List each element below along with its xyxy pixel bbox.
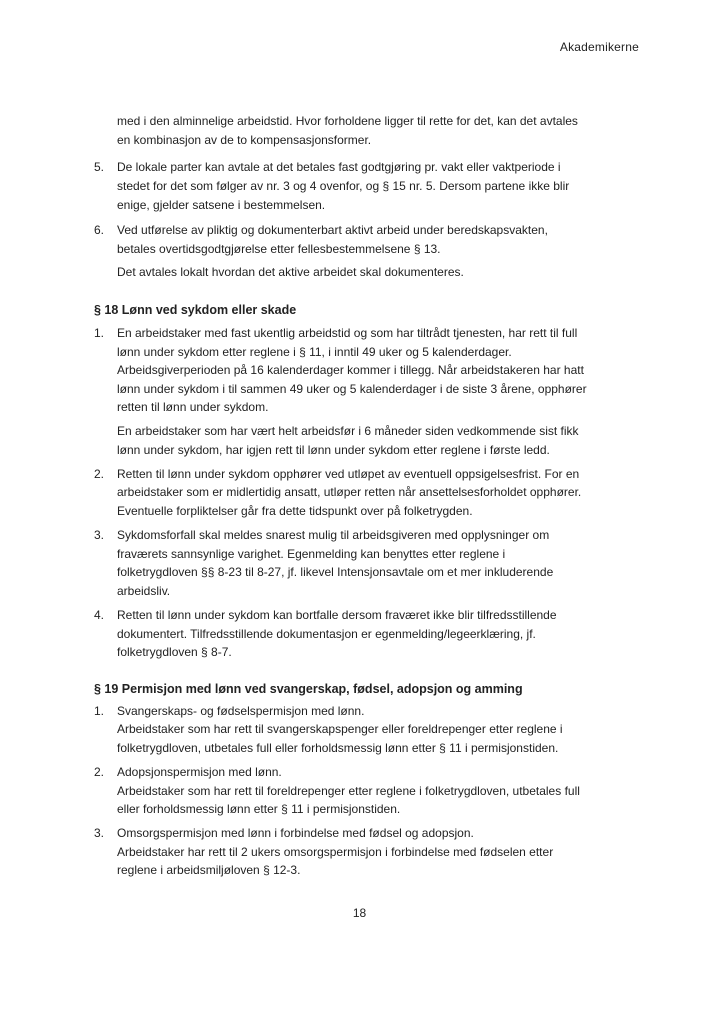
list-number: 6. (94, 223, 105, 237)
text-line: En arbeidstaker som har vært helt arbeidsfør i 6 måneder siden vedkommende sist fikk (117, 424, 579, 438)
text-line: med i den alminnelige arbeidstid. Hvor forholdene ligger til rette for det, kan det avtales (117, 114, 578, 128)
list-number: 2. (94, 467, 105, 481)
text-line: reglene i arbeidsmiljøloven § 12-3. (117, 863, 301, 877)
text-line: Adopsjonspermisjon med lønn. (117, 765, 282, 779)
section-heading: § 18 Lønn ved sykdom eller skade (94, 303, 297, 317)
text-line: Det avtales lokalt hvordan det aktive arbeidet skal dokumenteres. (117, 265, 464, 279)
list-number: 1. (94, 326, 105, 340)
section-heading: § 19 Permisjon med lønn ved svangerskap, fødsel, adopsjon og amming (94, 682, 523, 696)
text-line: folketrygdloven, utbetales full eller forholdsmessig lønn etter § 11 i permisjonstiden. (117, 741, 559, 755)
text-line: Arbeidstaker som har rett til foreldrepenger etter reglene i folketrygdloven, utbetales full (117, 784, 580, 798)
text-line: De lokale parter kan avtale at det betales fast godtgjøring pr. vakt eller vaktperiode i (117, 160, 561, 174)
text-line: En arbeidstaker med fast ukentlig arbeidstid og som har tiltrådt tjenesten, har rett til full (117, 326, 578, 340)
text-line: Ved utførelse av pliktig og dokumenterbart aktivt arbeid under beredskapsvakten, (117, 223, 548, 237)
text-line: arbeidsliv. (117, 584, 171, 598)
text-line: en kombinasjon av de to kompensasjonsformer. (117, 133, 372, 147)
text-line: eller forholdsmessig lønn etter § 11 i permisjonstiden. (117, 802, 401, 816)
text-line: folketrygdloven § 8-7. (117, 645, 232, 659)
text-line: dokumentert. Tilfredsstillende dokumentasjon er egenmelding/legeerklæring, jf. (117, 627, 536, 641)
text-line: stedet for det som følger av nr. 3 og 4 ovenfor, og § 15 nr. 5. Dersom partene ikke blir (117, 179, 570, 193)
text-line: betales overtidsgodtgjørelse etter fellesbestemmelsene § 13. (117, 242, 441, 256)
page-header: Akademikerne (559, 40, 639, 54)
text-line: Retten til lønn under sykdom opphører ved utløpet av eventuell oppsigelsesfrist. For en (117, 467, 580, 481)
list-number: 4. (94, 608, 105, 622)
text-line: Retten til lønn under sykdom kan bortfalle dersom fraværet ikke blir tilfredsstillende (117, 608, 557, 622)
text-line: lønn under sykdom, har igjen rett til lønn under sykdom etter reglene i første ledd. (117, 443, 550, 457)
text-line: enige, gjelder satsene i bestemmelsen. (117, 198, 326, 212)
list-number: 3. (94, 528, 105, 542)
list-number: 2. (94, 765, 105, 779)
text-line: retten til lønn under sykdom. (117, 400, 269, 414)
list-number: 1. (94, 704, 105, 718)
list-number: 3. (94, 826, 105, 840)
text-line: Arbeidsgiverperioden på 16 kalenderdager kommer i tillegg. Når arbeidstakeren har hatt (117, 363, 584, 377)
text-line: Svangerskaps- og fødselspermisjon med lønn. (117, 704, 365, 718)
text-line: Omsorgspermisjon med lønn i forbindelse med fødsel og adopsjon. (117, 826, 474, 840)
page-number: 18 (352, 906, 367, 920)
text-line: Arbeidstaker som har rett til svangerskapspenger eller foreldrepenger etter reglene i (117, 722, 563, 736)
text-line: Arbeidstaker har rett til 2 ukers omsorgspermisjon i forbindelse med fødselen etter (117, 845, 554, 859)
text-line: Eventuelle forpliktelser går fra dette tidspunkt over på folketrygden. (117, 504, 473, 518)
text-line: Sykdomsforfall skal meldes snarest mulig til arbeidsgiveren med opplysninger om (117, 528, 550, 542)
text-line: lønn under sykdom i til sammen 49 uker og 5 kalenderdager i de siste 3 årene, opphører (117, 382, 587, 396)
text-line: lønn under sykdom etter reglene i § 11, i inntil 49 uker og 5 kalenderdager. (117, 345, 512, 359)
text-line: folketrygdloven §§ 8-23 til 8-27, jf. likevel Intensjonsavtale om et mer inkluderende (117, 565, 554, 579)
text-line: fraværets sannsynlige varighet. Egenmelding kan benyttes etter reglene i (117, 547, 506, 561)
text-line: arbeidstaker som er midlertidig ansatt, utløper retten når ansettelsesforholdet opphører. (117, 485, 582, 499)
list-number: 5. (94, 160, 105, 174)
